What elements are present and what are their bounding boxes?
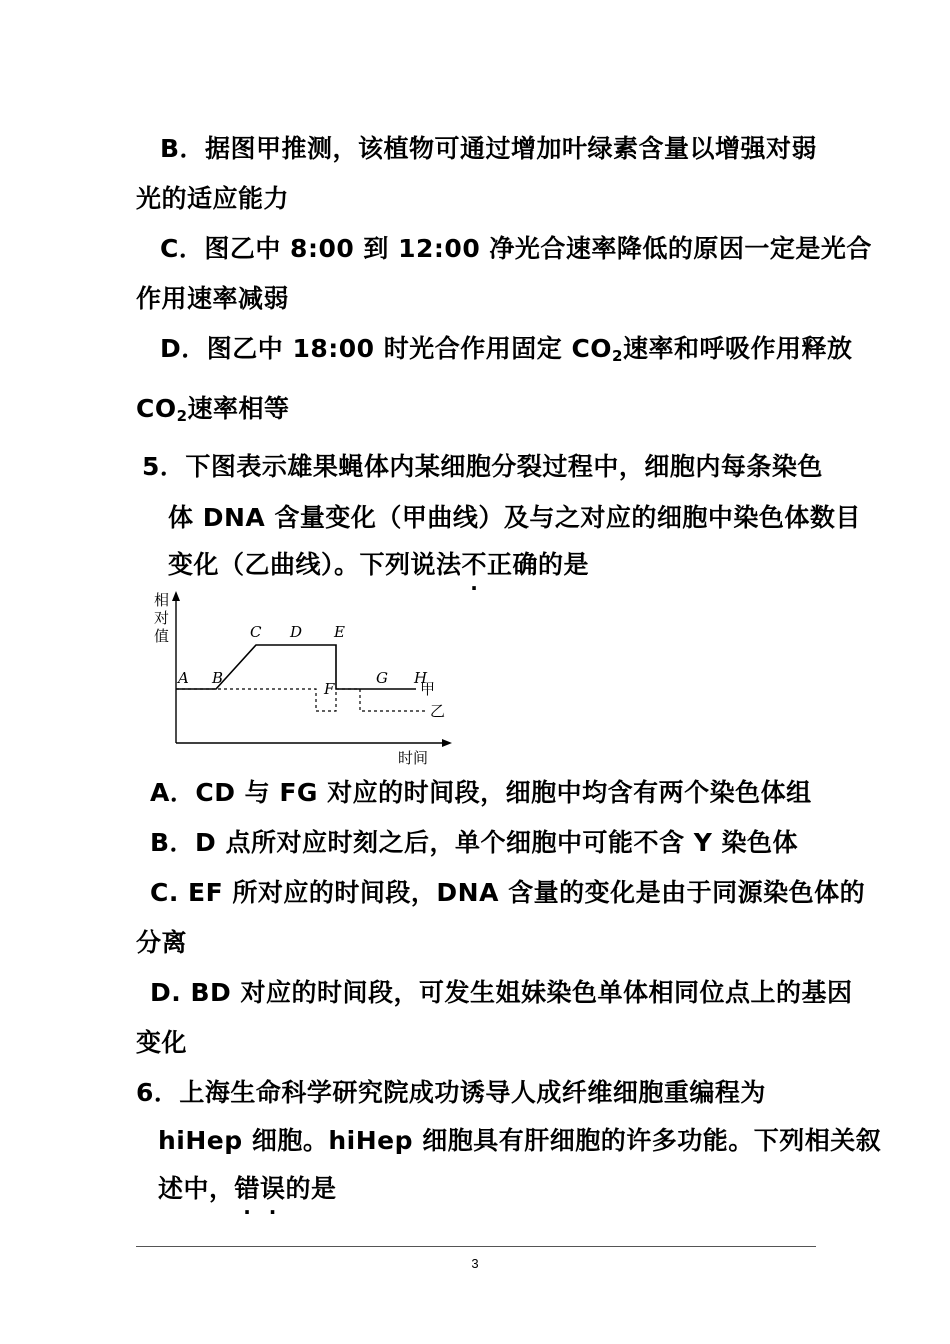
q4-option-d-co2: CO: [136, 394, 177, 423]
point-label-h: H: [414, 669, 428, 687]
q5-stem-text-pre: 变化（乙曲线）。下列说法: [168, 550, 462, 579]
q4-option-d-text-end: 速率相等: [187, 394, 290, 423]
q4-option-c-line2: 作用速率减弱: [136, 284, 290, 313]
q4-option-d-line2: [136, 394, 290, 427]
q6-stem-text-pre: 述中，: [158, 1174, 235, 1203]
point-label-b: B: [212, 669, 224, 687]
point-label-e: E: [334, 623, 345, 641]
q4-option-d-line1: [160, 334, 853, 367]
point-label-a: A: [178, 669, 189, 687]
series-line-yi: [176, 689, 416, 711]
q4-option-b-line2: 光的适应能力: [136, 184, 290, 213]
y-axis-arrow: [172, 591, 180, 601]
chart-point-labels: [176, 623, 428, 698]
x-axis-label: 时间: [398, 749, 429, 765]
y-axis-label: 相对值: [154, 591, 170, 645]
q4-option-b-line1: B．据图甲推测，该植物可通过增加叶绿素含量以增强对弱: [160, 134, 818, 163]
q6-stem-line2: hiHep 细胞。hiHep 细胞具有肝细胞的许多功能。下列相关叙: [158, 1126, 882, 1155]
q5-option-c-line1: C. EF 所对应的时间段，DNA 含量的变化是由于同源染色体的: [150, 878, 866, 907]
x-axis-arrow: [442, 739, 452, 747]
q5-option-b: B．D 点所对应时刻之后，单个细胞中可能不含 Y 染色体: [150, 828, 799, 857]
point-label-c: C: [250, 623, 262, 641]
q4-option-d-subscript: 2: [612, 347, 623, 365]
series-name-jia: 甲: [420, 680, 436, 698]
point-label-f: F: [324, 680, 335, 698]
q5-option-d-line2: 变化: [136, 1028, 188, 1057]
point-label-g: G: [376, 669, 388, 687]
dna-chromosome-chart: [140, 585, 470, 765]
q5-option-c-line2: 分离: [136, 928, 188, 957]
q5-option-a: A．CD 与 FG 对应的时间段，细胞中均含有两个染色体组: [150, 778, 812, 807]
q5-stem-line1: 5．下图表示雄果蝇体内某细胞分裂过程中，细胞内每条染色: [142, 452, 823, 481]
q5-stem-line3: [168, 550, 589, 580]
series-name-yi: 乙: [430, 702, 446, 720]
footer-divider: [136, 1246, 816, 1247]
q5-stem-line2: 体 DNA 含量变化（甲曲线）及与之对应的细胞中染色体数目: [168, 503, 861, 532]
q4-option-d-text-pre: D．图乙中 18:00 时光合作用固定 CO: [160, 334, 613, 363]
q4-option-d-subscript2: 2: [176, 407, 188, 425]
q5-stem-text-post: 正确的是: [487, 550, 590, 579]
q6-stem-text-post: 的是: [285, 1174, 337, 1203]
q6-emphasis-cuo: 错: [234, 1174, 261, 1203]
q6-emphasis-wu: 误: [260, 1174, 286, 1203]
page-number: 3: [471, 1256, 479, 1271]
q5-emphasis-bu: 不: [461, 550, 488, 579]
q6-stem-line3: [158, 1174, 337, 1204]
q4-option-d-text-post: 速率和呼吸作用释放: [622, 334, 853, 363]
point-label-d: D: [290, 623, 303, 641]
q4-option-c-line1: C．图乙中 8:00 到 12:00 净光合速率降低的原因一定是光合: [160, 234, 872, 263]
q5-option-d-line1: D. BD 对应的时间段，可发生姐妹染色单体相同位点上的基因: [150, 978, 853, 1007]
q6-stem-line1: 6．上海生命科学研究院成功诱导人成纤维细胞重编程为: [136, 1078, 766, 1107]
